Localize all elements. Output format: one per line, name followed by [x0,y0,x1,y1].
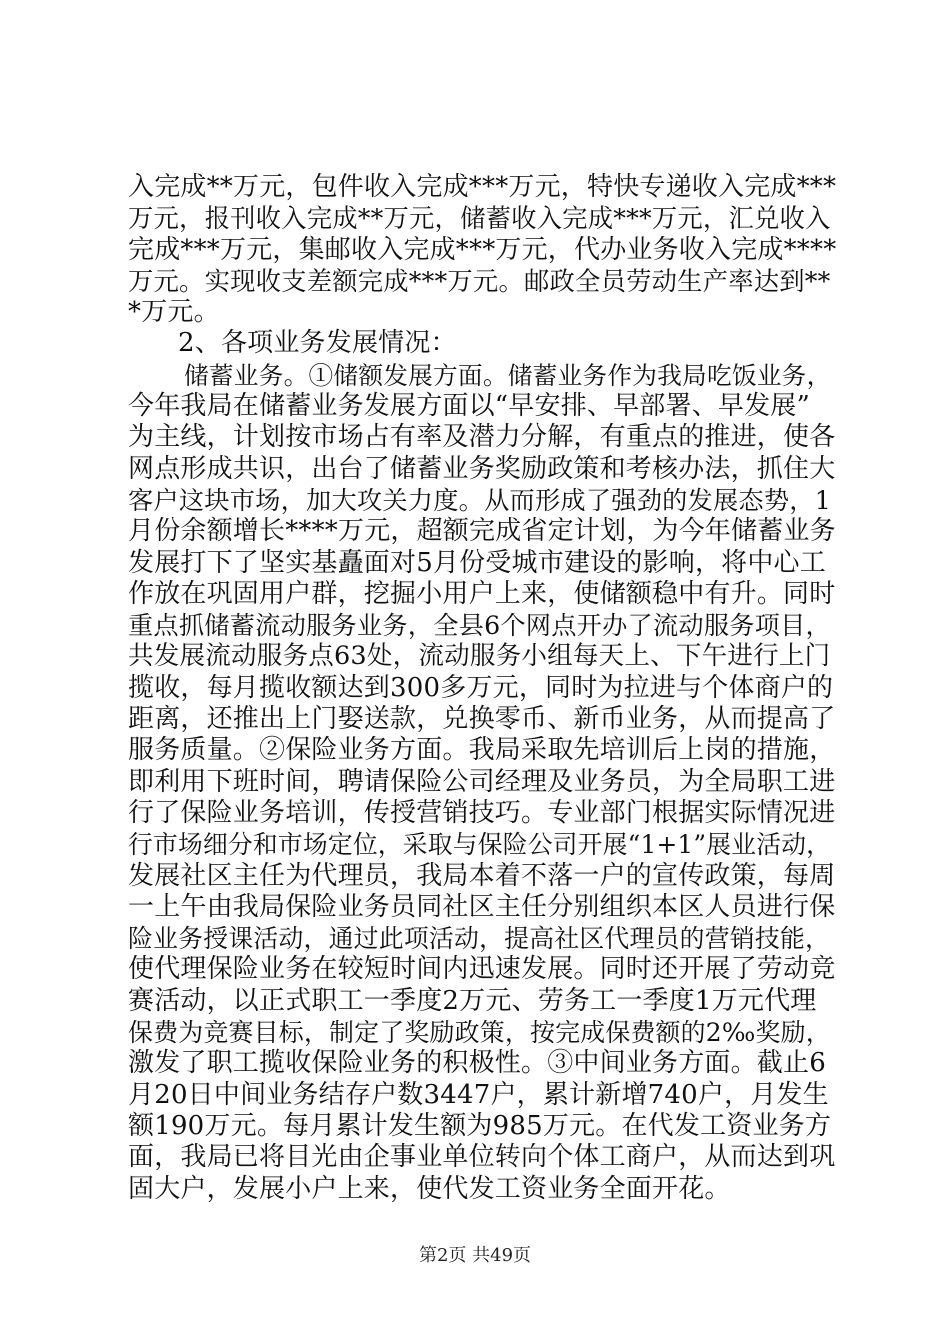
text-line: 重点抓储蓄流动服务业务，全县6个网点开办了流动服务项目， [128,611,831,641]
text-line: 万元。实现收支差额完成***万元。邮政全员劳动生产率达到** [128,265,831,296]
text-line: 行市场细分和市场定位，采取与保险公司开展“1+1”展业活动， [128,830,832,860]
page-footer: 第2页 共49页 [418,1245,532,1266]
text-line: 完成***万元，集邮收入完成***万元，代办业务收入完成**** [128,234,837,265]
text-line: 服务质量。②保险业务方面。我局采取先培训后上岗的措施， [128,735,836,766]
text-line: 月20日中间业务结存户数3447户，累计新增740户，月发生 [128,1079,829,1110]
text-line: *万元。 [128,297,220,328]
text-line: 行了保险业务培训，传授营销技巧。专业部门根据实际情况进 [128,797,836,828]
text-line: 面，我局已将目光由企事业单位转向个体工商户，从而达到巩 [128,1142,836,1173]
text-line: 共发展流动服务点63处，流动服务小组每天上、下午进行上门 [128,641,831,672]
document-body [128,172,838,1205]
text-line: 为主线，计划按市场占有率及潜力分解，有重点的推进，使各 [128,422,836,453]
text-line: 赛活动，以正式职工一季度2万元、劳务工一季度1万元代理 [128,985,817,1016]
text-line: 险业务授课活动，通过此项活动，提高社区代理员的营销技能， [128,924,831,954]
text-line: 距离，还推出上门娶送款，兑换零币、新币业务，从而提高了 [128,704,836,735]
text-line: 即利用下班时间，聘请保险公司经理及业务员，为全局职工进 [128,766,836,797]
text-line: 一上午由我局保险业务员同社区主任分别组织本区人员进行保 [128,891,836,922]
text-line: 保费为竞赛目标，制定了奖励政策，按完成保费额的2‰奖励， [128,1018,831,1048]
text-line: 额190万元。每月累计发生额为985万元。在代发工资业务方 [128,1110,832,1141]
text-line: 发展社区主任为代理员，我局本着不落一户的宣传政策，每周 [128,860,836,891]
text-line: 入完成**万元，包件收入完成***万元，特快专递收入完成*** [128,172,837,202]
text-line: 发展打下了坚实基矗面对5月份受城市建设的影响，将中心工 [128,547,826,578]
text-line: 揽收，每月揽收额达到300多万元，同时为拉进与个体商户的 [128,672,834,703]
text-line: 今年我局在储蓄业务发展方面以“早安排、早部署、早发展” [128,391,810,422]
text-line: 作放在巩固用户群，挖掘小用户上来，使储额稳中有升。同时 [128,578,836,609]
text-line: 使代理保险业务在较短时间内迅速发展。同时还开展了劳动竞 [128,954,836,985]
text-line: 固大户，发展小户上来，使代发工资业务全面开花。 [128,1173,731,1204]
text-line: 月份余额增长****万元，超额完成省定计划，为今年储蓄业务 [128,516,836,547]
text-line: 激发了职工揽收保险业务的积极性。③中间业务方面。截止6 [128,1048,826,1079]
text-line: 网点形成共识，出台了储蓄业务奖励政策和考核办法，抓住大 [128,453,836,484]
text-line: 客户这块市场，加大攻关力度。从而形成了强劲的发展态势，1 [128,485,831,515]
section-heading: 2、各项业务发展情况： [178,328,457,359]
text-line: 储蓄业务。①储额发展方面。储蓄业务作为我局吃饭业务， [184,360,832,390]
text-line: 万元，报刊收入完成**万元，储蓄收入完成***万元，汇兑收入 [128,203,831,234]
